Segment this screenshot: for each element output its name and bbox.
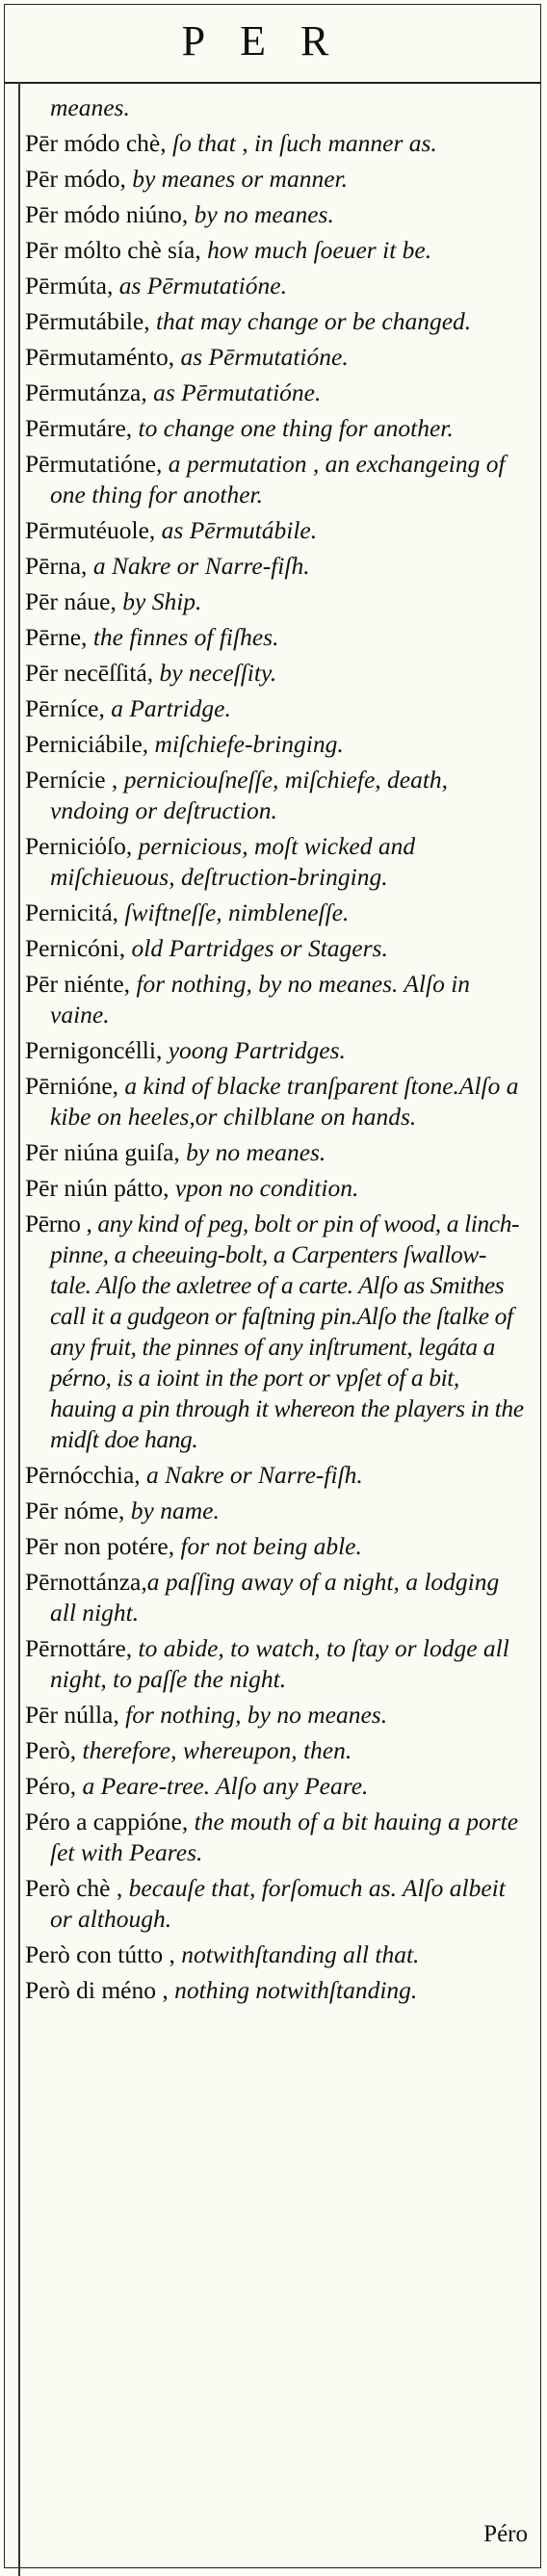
definition: the mouth of a bit hauing a porte ſet with Peares.	[50, 1808, 519, 1866]
dictionary-entry	[25, 1035, 526, 1066]
definition: how much ſoeuer it be.	[207, 236, 432, 264]
dictionary-entry	[25, 377, 526, 408]
definition: meanes.	[50, 93, 130, 121]
definition: a permutation , an exchangeing of one thing for another.	[50, 450, 506, 508]
headword: Però,	[25, 1736, 83, 1764]
dictionary-entry	[25, 898, 526, 928]
dictionary-entry	[25, 92, 526, 123]
dictionary-entry	[25, 235, 526, 266]
headword: Pērna,	[25, 552, 93, 580]
headword: Péro,	[25, 1772, 83, 1800]
dictionary-entry	[25, 1137, 526, 1168]
dictionary-entry	[25, 1633, 526, 1695]
headword: Pēr nóme,	[25, 1496, 131, 1524]
headword: Perniciόſo,	[25, 832, 139, 860]
definition: pernicious, moſt wicked and miſchieuous, deſtruction-bringing.	[50, 832, 416, 891]
headword: Péro a cappióne,	[25, 1808, 195, 1835]
headword: Pērnióne,	[25, 1072, 125, 1100]
headword: Però con tútto ,	[25, 1940, 182, 1968]
definition: nothing notwithſtanding.	[174, 1976, 418, 2004]
dictionary-entry	[25, 1700, 526, 1730]
definition: to change one thing for another.	[138, 414, 454, 442]
definition: that may change or be changed.	[155, 307, 472, 335]
headword: Pērnottáre,	[25, 1634, 139, 1662]
headword: Però chè ,	[25, 1874, 129, 1902]
headword: Perniciábile,	[25, 730, 155, 758]
headword: Pēr módo,	[25, 165, 133, 193]
dictionary-entry	[25, 1807, 526, 1868]
dictionary-entry	[25, 342, 526, 373]
definition: by no meanes.	[194, 200, 334, 228]
page-title: PER	[181, 17, 364, 65]
definition: to abide, to watch, to ſtay or lodge all night, to paſſe the night.	[50, 1634, 509, 1693]
dictionary-entry	[25, 199, 526, 230]
definition: a Nakre or Narre-fiſh.	[146, 1461, 363, 1489]
definition: as Pērmutábile.	[161, 516, 318, 544]
dictionary-entry	[25, 1873, 526, 1935]
definition: any kind of peg, bolt or pin of wood, a linch-pinne, a cheeuing-bolt, a Carpenters ſwallow-tale. Alſo the axletree of a carte. Alſo as Smithes call it a gudgeon or faſtning pin.Alſo the ſtalke of any fruit, the pinnes of any inſtrument, legáta a pérno, is a ioint in the port or vpſet of a bit, hauing a pin through it whereon the players in the midſt doe hang.	[50, 1210, 524, 1453]
catchword: Péro	[483, 2521, 528, 2547]
definition: as Pērmutatióne.	[153, 378, 322, 406]
dictionary-entry	[25, 1173, 526, 1204]
headword: Pēr non potére,	[25, 1532, 181, 1560]
dictionary-entry	[25, 1975, 526, 2006]
headword: Pērmúta,	[25, 272, 119, 299]
headword: Pērmutéuole,	[25, 516, 162, 544]
headword: Pērníce,	[25, 694, 112, 722]
definition: by neceſſity.	[159, 659, 277, 687]
dictionary-entry	[25, 449, 526, 510]
definition: a Peare-tree. Alſo any Peare.	[82, 1772, 369, 1800]
dictionary-entry	[25, 765, 526, 826]
dictionary-entry	[25, 586, 526, 617]
dictionary-entry	[25, 128, 526, 159]
headword: Pēr módo niúno,	[25, 200, 195, 228]
definition: by Ship.	[122, 587, 202, 615]
definition: by name.	[130, 1496, 220, 1524]
headword: Pēr náue,	[25, 587, 123, 615]
definition: a Partridge.	[111, 694, 231, 722]
dictionary-entry	[25, 1567, 526, 1628]
headword: Pērmutatióne,	[25, 450, 169, 478]
dictionary-entry	[25, 306, 526, 337]
definition: old Partridges or Stagers.	[131, 934, 388, 962]
definition: by meanes or manner.	[132, 165, 349, 193]
headword: Pērmutábile,	[25, 307, 156, 335]
headword: Pērnottánza,	[25, 1568, 147, 1596]
definition: therefore, whereupon, then.	[82, 1736, 352, 1764]
dictionary-column	[25, 92, 526, 2011]
definition: a Nakre or Narre-fiſh.	[92, 552, 310, 580]
definition: notwithſtanding all that.	[181, 1940, 420, 1968]
definition: yoong Partridges.	[168, 1036, 346, 1064]
headword: Pernície ,	[25, 766, 124, 794]
dictionary-entry	[25, 1939, 526, 1970]
dictionary-entry	[25, 1496, 526, 1526]
definition: for not being able.	[180, 1532, 362, 1560]
headword: Pēr niún pátto,	[25, 1174, 175, 1202]
headword: Pērmutaménto,	[25, 343, 181, 371]
dictionary-entry	[25, 693, 526, 724]
dictionary-entry	[25, 551, 526, 582]
headword: Pernicóni,	[25, 934, 132, 962]
headword: Pērnócchia,	[25, 1461, 147, 1489]
definition: miſchiefe-bringing.	[154, 730, 344, 758]
dictionary-entry	[25, 831, 526, 893]
headword: Pēr mólto chè sía,	[25, 236, 208, 264]
dictionary-entry	[25, 164, 526, 195]
dictionary-entry	[25, 1460, 526, 1491]
headword: Pēr niénte,	[25, 970, 137, 998]
dictionary-entry	[25, 729, 526, 760]
definition: the finnes of fiſhes.	[92, 623, 279, 651]
dictionary-entry	[25, 1071, 526, 1132]
headword: Pēr necēſſitá,	[25, 659, 160, 687]
definition: vpon no condition.	[174, 1174, 359, 1202]
dictionary-entry	[25, 1531, 526, 1562]
definition: ſo that , in ſuch manner as.	[171, 129, 437, 157]
headword: Pēr niúna guiſa,	[25, 1138, 187, 1166]
definition: as Pērmutatióne.	[118, 272, 287, 299]
dictionary-entry	[25, 658, 526, 689]
dictionary-entry	[25, 271, 526, 301]
headword: Pēr núlla,	[25, 1701, 126, 1729]
definition: by no meanes.	[186, 1138, 326, 1166]
dictionary-entry	[25, 933, 526, 964]
headword: Pērne,	[25, 623, 93, 651]
definition: ſwiftneſſe, nimbleneſſe.	[124, 898, 350, 926]
dictionary-entry	[25, 515, 526, 546]
headword: Pērmutáre,	[25, 414, 139, 442]
dictionary-entry	[25, 1771, 526, 1802]
column-rule	[18, 82, 20, 2576]
definition: perniciouſneſſe, miſchiefe, death, vndoing or deſtruction.	[50, 766, 449, 824]
dictionary-entry	[25, 1209, 526, 1455]
headword: Pernicitá,	[25, 898, 125, 926]
dictionary-entry	[25, 413, 526, 444]
definition: as Pērmutatióne.	[180, 343, 349, 371]
dictionary-entry	[25, 969, 526, 1030]
headword: Pēr módo chè,	[25, 129, 172, 157]
headword: Però di méno ,	[25, 1976, 175, 2004]
definition: for nothing, by no meanes. Alſo in vaine.	[50, 970, 471, 1028]
definition: becauſe that, forſomuch as. Alſo albeit or although.	[50, 1874, 506, 1933]
headword: Pērno ,	[25, 1210, 98, 1237]
definition: a paſſing away of a night, a lodging all night.	[50, 1568, 500, 1626]
headword: Pērmutánza,	[25, 378, 154, 406]
running-header	[5, 5, 540, 84]
headword: Pernigoncélli,	[25, 1036, 169, 1064]
dictionary-entry	[25, 1735, 526, 1766]
definition: a kind of blacke tranſparent ſtone.Alſo a kibe on heeles,or chilblane on hands.	[50, 1072, 519, 1131]
definition: for nothing, by no meanes.	[125, 1701, 388, 1729]
dictionary-entry	[25, 622, 526, 653]
